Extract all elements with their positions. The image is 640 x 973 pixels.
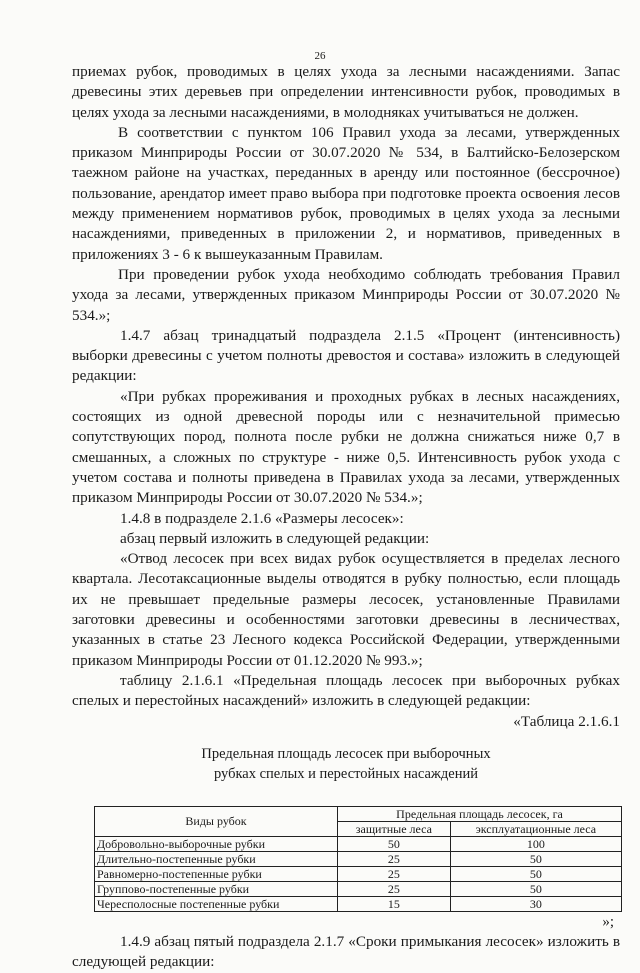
page-number: 26 bbox=[314, 50, 326, 62]
row-exploitation: 30 bbox=[450, 896, 621, 911]
paragraph: 1.4.7 абзац тринадцатый подраздела 2.1.5 «Процент (интенсивность) выборки древесины с учетом полноты древостоя и состава» изложить в следующей редакции: bbox=[72, 326, 620, 385]
table-row bbox=[95, 851, 622, 866]
table-row bbox=[95, 896, 622, 911]
row-name: Равномерно-постепенные рубки bbox=[95, 866, 338, 881]
column-header-protective: защитные леса bbox=[338, 821, 451, 836]
paragraph: таблицу 2.1.6.1 «Предельная площадь лесосек при выборочных рубках спелых и перестойных насаждений» изложить в следующей редакции: bbox=[72, 671, 620, 710]
table-title-line: рубках спелых и перестойных насаждений bbox=[213, 765, 479, 782]
column-header-kind: Виды рубок bbox=[95, 806, 338, 836]
row-protective: 25 bbox=[338, 881, 451, 896]
cutting-area-table bbox=[94, 806, 622, 912]
paragraph: «При рубках прореживания и проходных рубках в лесных насаждениях, состоящих из одной древесной породы или с незначительной примесью сопутствующих пород, полнота после рубки не должна снижаться ниже 0,7 в смешанных, а сложных по структуре - ниже 0,5. Интенсивность рубок ухода с учетом состава и полноты приведена в Правилах ухода за лесами, утвержденных приказом Минприроды России от 30.07.2020 № 534.»; bbox=[72, 387, 620, 507]
paragraph: «Отвод лесосек при всех видах рубок осуществляется в пределах лесного квартала. Лесотаксационные выделы отводятся в рубку полностью, если площадь их не превышает предельные размеры лесосек, установленные Правилами заготовки древесины и особенностями заготовки древесины в лесничествах, указанных в статье 23 Лесного кодекса Российской Федерации, утвержденными приказом Минприроды России от 01.12.2020 № 993.»; bbox=[72, 550, 620, 669]
table-row bbox=[95, 881, 622, 896]
row-exploitation: 50 bbox=[450, 866, 621, 881]
row-protective: 25 bbox=[338, 866, 451, 881]
paragraph: В соответствии с пунктом 106 Правил ухода за лесами, утвержденных приказом Минприроды России от 30.07.2020 № 534, в Балтийско-Белозерском таежном районе на участках, переданных в аренду или постоянное (бессрочное) пользование, арендатор имеет право выбора при подготовке проекта освоения лесов между применением нормативов рубок, проводимых в целях ухода за лесными насаждениями, приведенных в приложении 2, и нормативов, приведенных в приложениях 3 - 6 к вышеуказанным Правилам. bbox=[72, 123, 620, 263]
table-end-mark: »; bbox=[602, 913, 614, 930]
row-name: Группово-постепенные рубки bbox=[95, 881, 338, 896]
column-header-group: Предельная площадь лесосек, га bbox=[338, 806, 622, 821]
table-label: «Таблица 2.1.6.1 bbox=[513, 712, 620, 730]
table-title-line: Предельная площадь лесосек при выборочных bbox=[201, 745, 491, 762]
table-header-row bbox=[95, 806, 622, 821]
row-name: Длительно-постепенные рубки bbox=[95, 851, 338, 866]
paragraph: 1.4.8 в подразделе 2.1.6 «Размеры лесосек»: bbox=[120, 509, 404, 527]
row-exploitation: 100 bbox=[450, 836, 621, 851]
column-header-exploitation: эксплуатационные леса bbox=[450, 821, 621, 836]
paragraph: 1.4.9 абзац пятый подраздела 2.1.7 «Сроки примыкания лесосек» изложить в следующей редакции: bbox=[72, 933, 620, 971]
row-name: Добровольно-выборочные рубки bbox=[95, 836, 338, 851]
row-protective: 25 bbox=[338, 851, 451, 866]
paragraph: При проведении рубок ухода необходимо соблюдать требования Правил ухода за лесами, утвержденных приказом Минприроды России от 30.07.2020 № 534.»; bbox=[72, 265, 620, 324]
paragraph: абзац первый изложить в следующей редакции: bbox=[120, 529, 430, 547]
table-row bbox=[95, 836, 622, 851]
row-exploitation: 50 bbox=[450, 851, 621, 866]
row-protective: 50 bbox=[338, 836, 451, 851]
row-name: Чересполосные постепенные рубки bbox=[95, 896, 338, 911]
table-title bbox=[72, 744, 620, 784]
document-body bbox=[72, 62, 620, 973]
paragraph: приемах рубок, проводимых в целях ухода за лесными насаждениями. Запас древесины этих деревьев при определении интенсивности рубок, проводимых в целях ухода за лесными насаждениями, в молодняках учитываться не должен. bbox=[72, 63, 620, 121]
table-row bbox=[95, 866, 622, 881]
row-exploitation: 50 bbox=[450, 881, 621, 896]
row-protective: 15 bbox=[338, 896, 451, 911]
